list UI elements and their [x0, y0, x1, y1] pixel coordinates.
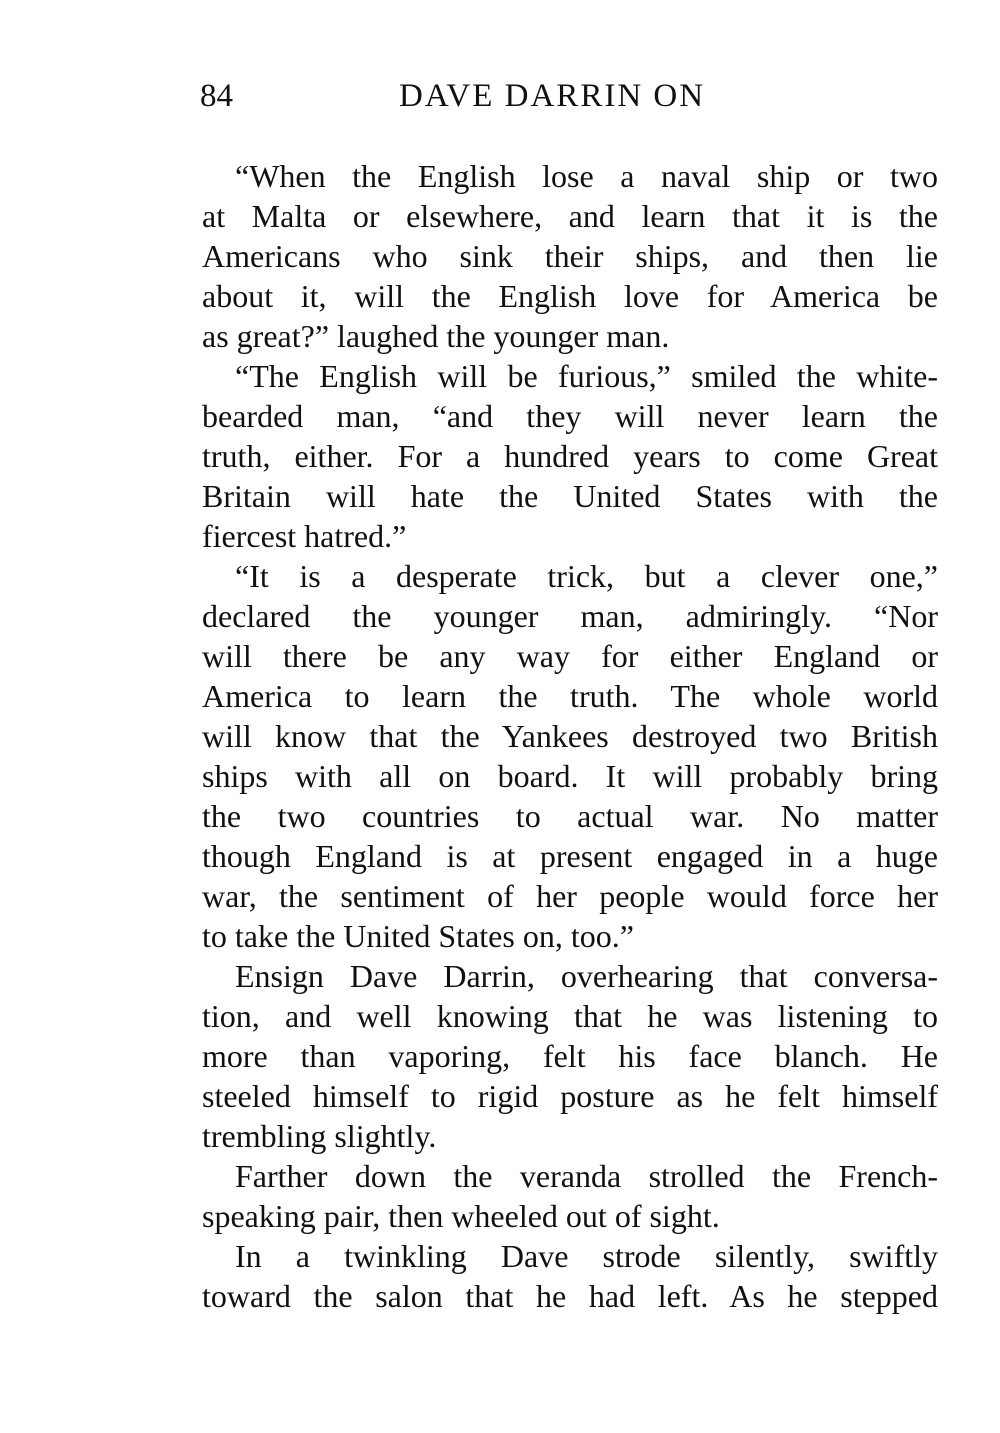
- text-line: In a twinkling Dave strode silently, swiftly: [235, 1238, 938, 1274]
- text-line: Farther down the veranda strolled the French-: [235, 1158, 938, 1194]
- text-line: to take the United States on, too.”: [202, 918, 634, 954]
- text-line: though England is at present engaged in a huge: [202, 838, 938, 874]
- text-line: ships with all on board. It will probably bring: [202, 758, 938, 794]
- running-head: DAVE DARRIN ON: [399, 78, 706, 114]
- text-line: Britain will hate the United States with the: [202, 478, 938, 514]
- text-line: truth, either. For a hundred years to come Great: [202, 438, 938, 474]
- text-line: tion, and well knowing that he was listening to: [202, 998, 938, 1034]
- text-line: bearded man, “and they will never learn the: [202, 398, 938, 434]
- text-line: Americans who sink their ships, and then lie: [202, 238, 938, 274]
- text-line: trembling slightly.: [202, 1118, 437, 1154]
- text-line: more than vaporing, felt his face blanch. He: [202, 1038, 938, 1074]
- text-line: will know that the Yankees destroyed two British: [202, 718, 938, 754]
- text-line: “The English will be furious,” smiled the white-: [235, 358, 938, 394]
- text-line: “It is a desperate trick, but a clever one,”: [235, 558, 938, 594]
- text-line: toward the salon that he had left. As he stepped: [202, 1278, 938, 1314]
- text-line: steeled himself to rigid posture as he felt himself: [202, 1078, 938, 1114]
- text-line: the two countries to actual war. No matter: [202, 798, 938, 834]
- text-line: at Malta or elsewhere, and learn that it is the: [202, 198, 938, 234]
- text-line: speaking pair, then wheeled out of sight.: [202, 1198, 720, 1234]
- text-line: declared the younger man, admiringly. “Nor: [202, 598, 938, 634]
- text-line: Ensign Dave Darrin, overhearing that conversa-: [235, 958, 938, 994]
- text-line: will there be any way for either England or: [202, 638, 938, 674]
- page-header: [200, 74, 740, 118]
- text-line: America to learn the truth. The whole world: [202, 678, 938, 714]
- text-line: as great?” laughed the younger man.: [202, 318, 670, 354]
- text-line: “When the English lose a naval ship or two: [235, 158, 938, 194]
- text-line: fiercest hatred.”: [202, 518, 407, 554]
- page-number: 84: [200, 78, 233, 114]
- body-text: [202, 156, 938, 1316]
- text-line: about it, will the English love for America be: [202, 278, 938, 314]
- text-line: war, the sentiment of her people would force her: [202, 878, 938, 914]
